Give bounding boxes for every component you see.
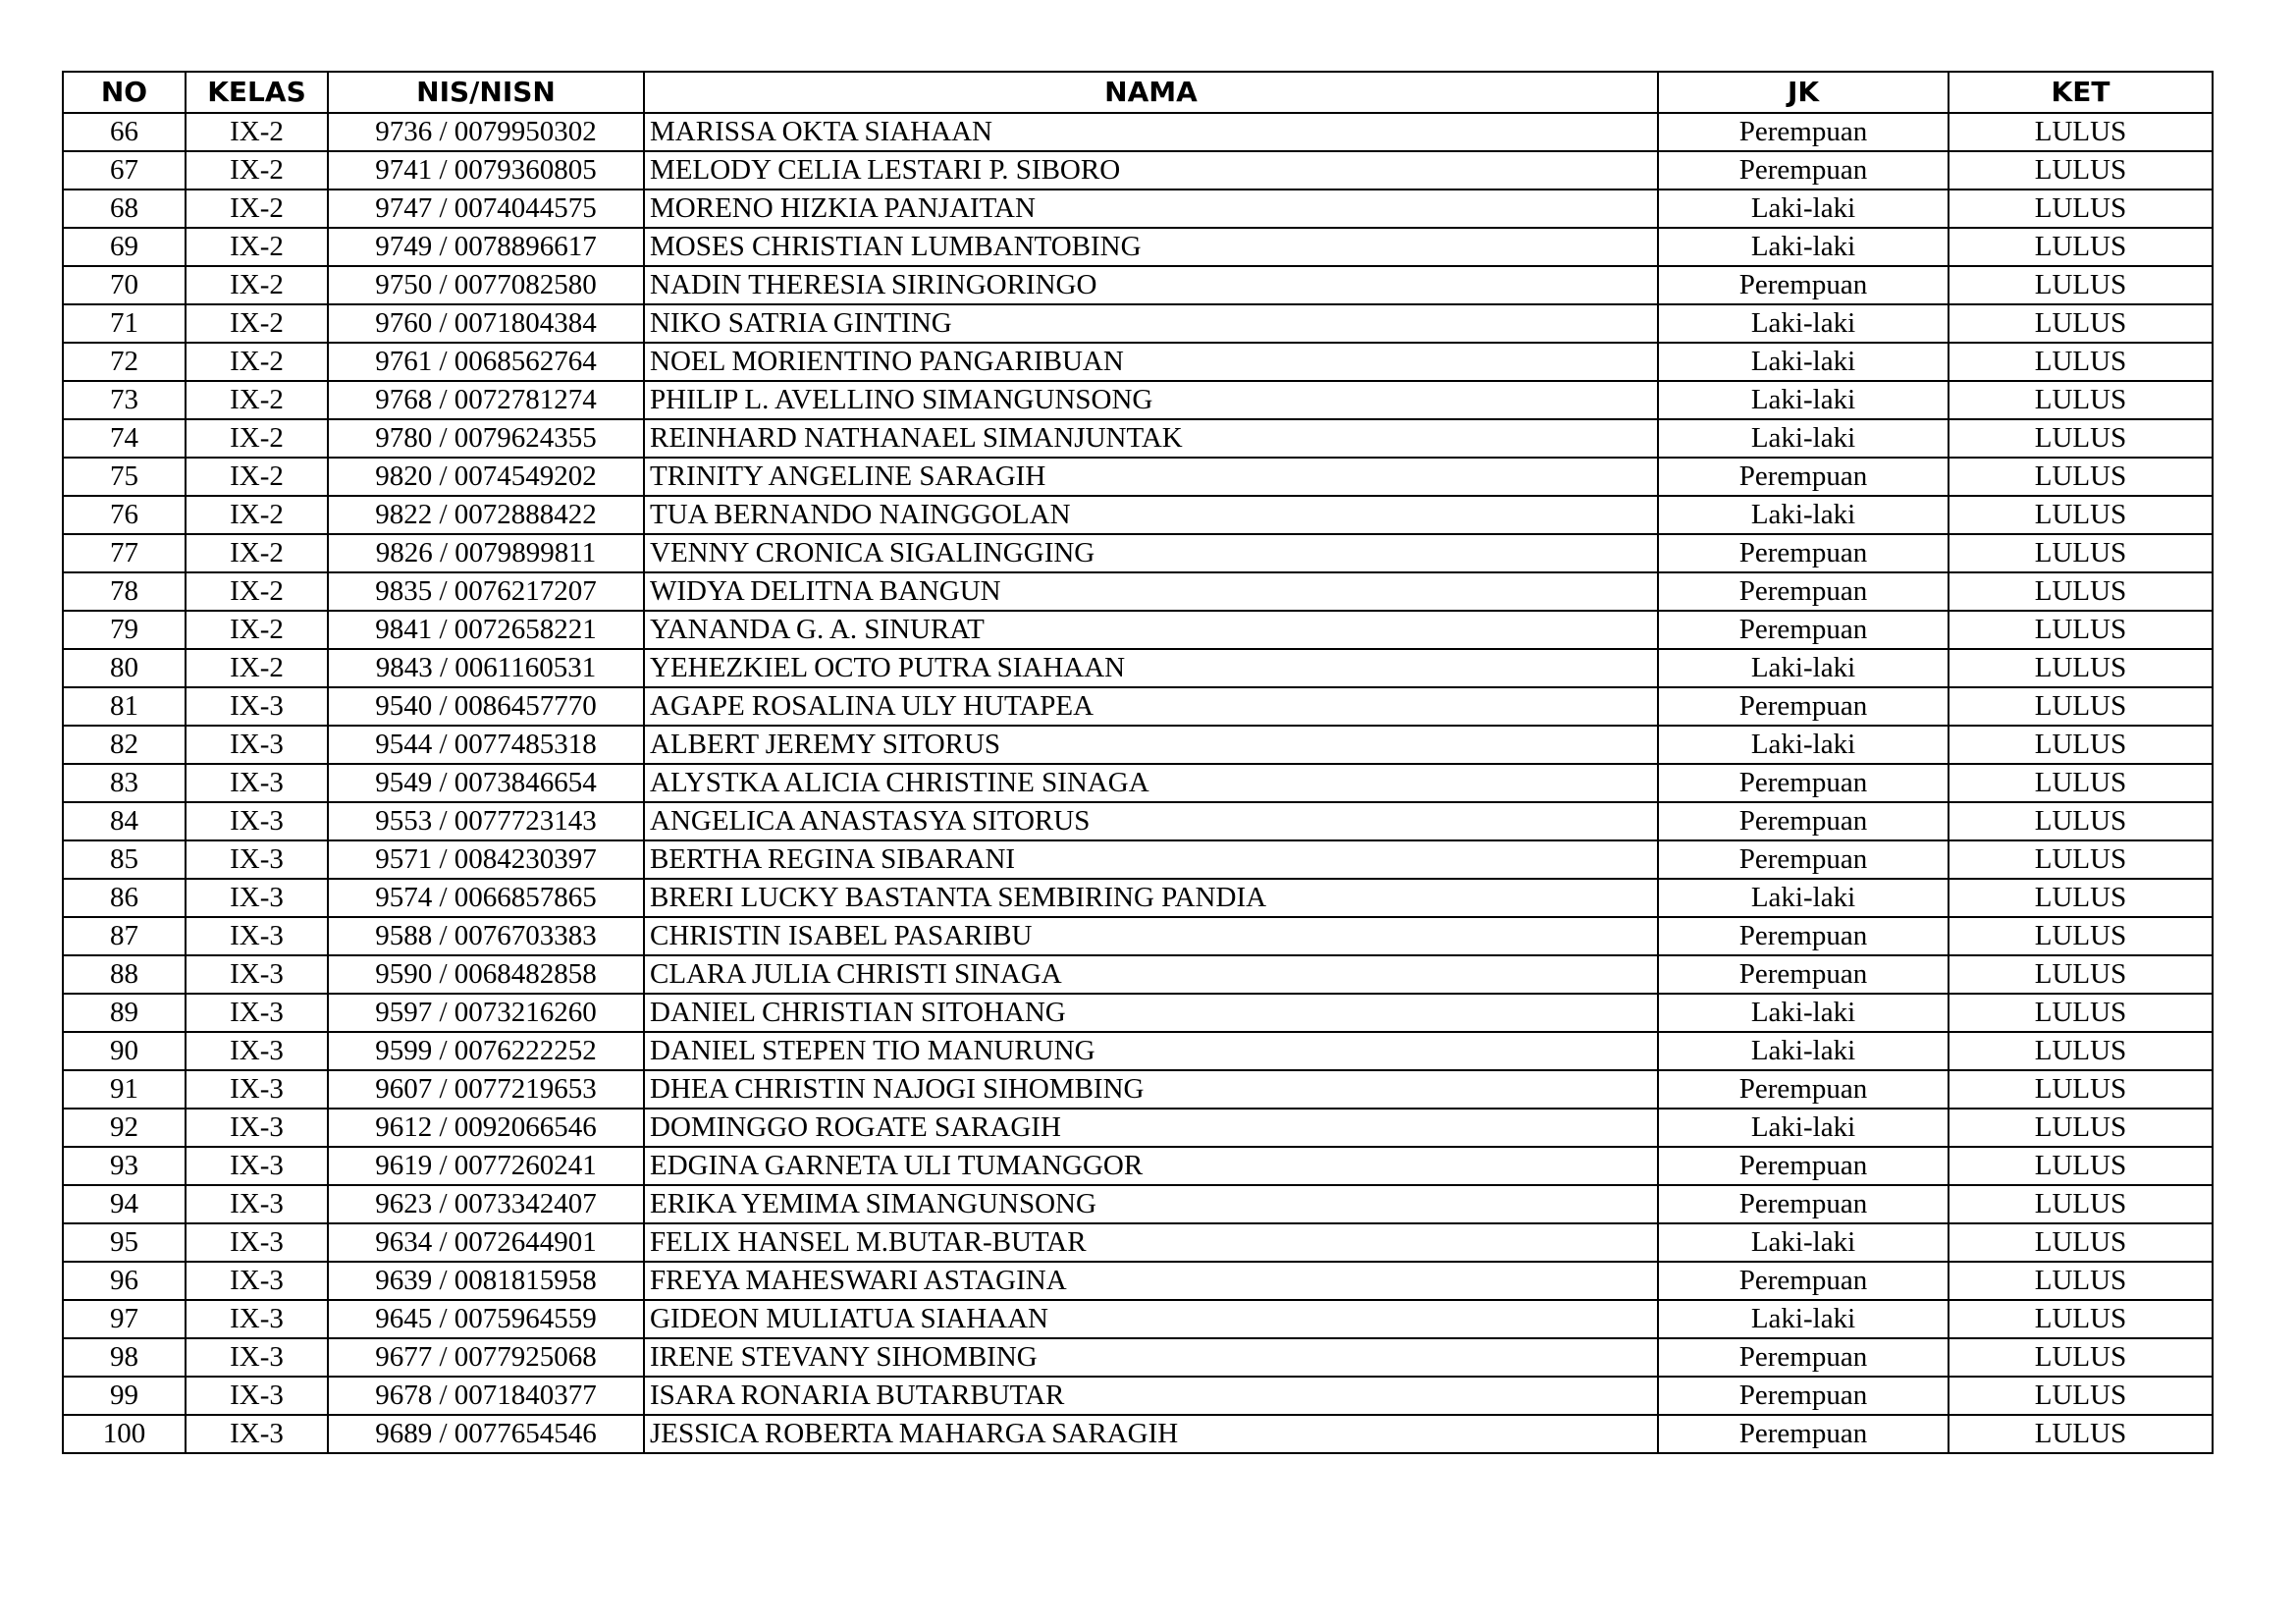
kelas-cell: IX-3: [186, 1415, 328, 1453]
jk-cell: Laki-laki: [1658, 304, 1949, 343]
jk-cell: Perempuan: [1658, 1070, 1949, 1109]
no-cell: 68: [63, 189, 186, 228]
kelas-cell: IX-3: [186, 1377, 328, 1415]
kelas-cell: IX-2: [186, 419, 328, 458]
table-row: [63, 304, 2213, 343]
nama-cell: DANIEL CHRISTIAN SITOHANG: [644, 994, 1658, 1032]
jk-cell: Laki-laki: [1658, 649, 1949, 687]
nama-cell: CHRISTIN ISABEL PASARIBU: [644, 917, 1658, 955]
kelas-cell: IX-2: [186, 343, 328, 381]
nama-cell: NADIN THERESIA SIRINGORINGO: [644, 266, 1658, 304]
nama-cell: TUA BERNANDO NAINGGOLAN: [644, 496, 1658, 534]
nis-nisn-cell: 9768 / 0072781274: [328, 381, 644, 419]
no-cell: 99: [63, 1377, 186, 1415]
kelas-cell: IX-2: [186, 151, 328, 189]
nis-nisn-cell: 9612 / 0092066546: [328, 1109, 644, 1147]
no-cell: 93: [63, 1147, 186, 1185]
kelas-cell: IX-3: [186, 1032, 328, 1070]
table-row: [63, 1338, 2213, 1377]
ket-cell: LULUS: [1949, 343, 2213, 381]
ket-cell: LULUS: [1949, 764, 2213, 802]
kelas-cell: IX-3: [186, 1223, 328, 1262]
kelas-cell: IX-2: [186, 189, 328, 228]
kelas-cell: IX-3: [186, 955, 328, 994]
header-kelas: KELAS: [186, 72, 328, 113]
no-cell: 96: [63, 1262, 186, 1300]
table-row: [63, 879, 2213, 917]
table-row: [63, 266, 2213, 304]
jk-cell: Perempuan: [1658, 572, 1949, 611]
jk-cell: Perempuan: [1658, 917, 1949, 955]
jk-cell: Laki-laki: [1658, 726, 1949, 764]
nis-nisn-cell: 9599 / 0076222252: [328, 1032, 644, 1070]
jk-cell: Perempuan: [1658, 802, 1949, 840]
jk-cell: Perempuan: [1658, 1338, 1949, 1377]
nama-cell: JESSICA ROBERTA MAHARGA SARAGIH: [644, 1415, 1658, 1453]
header-ket: KET: [1949, 72, 2213, 113]
nis-nisn-cell: 9540 / 0086457770: [328, 687, 644, 726]
nama-cell: NIKO SATRIA GINTING: [644, 304, 1658, 343]
jk-cell: Perempuan: [1658, 840, 1949, 879]
nama-cell: FREYA MAHESWARI ASTAGINA: [644, 1262, 1658, 1300]
nis-nisn-cell: 9841 / 0072658221: [328, 611, 644, 649]
kelas-cell: IX-3: [186, 1147, 328, 1185]
table-row: [63, 228, 2213, 266]
table-row: [63, 764, 2213, 802]
no-cell: 86: [63, 879, 186, 917]
table-row: [63, 917, 2213, 955]
no-cell: 84: [63, 802, 186, 840]
ket-cell: LULUS: [1949, 802, 2213, 840]
no-cell: 82: [63, 726, 186, 764]
kelas-cell: IX-3: [186, 840, 328, 879]
nama-cell: CLARA JULIA CHRISTI SINAGA: [644, 955, 1658, 994]
no-cell: 100: [63, 1415, 186, 1453]
table-row: [63, 189, 2213, 228]
nis-nisn-cell: 9623 / 0073342407: [328, 1185, 644, 1223]
nis-nisn-cell: 9544 / 0077485318: [328, 726, 644, 764]
no-cell: 70: [63, 266, 186, 304]
ket-cell: LULUS: [1949, 1300, 2213, 1338]
jk-cell: Perempuan: [1658, 151, 1949, 189]
no-cell: 87: [63, 917, 186, 955]
jk-cell: Perempuan: [1658, 1147, 1949, 1185]
kelas-cell: IX-2: [186, 266, 328, 304]
jk-cell: Perempuan: [1658, 955, 1949, 994]
no-cell: 75: [63, 458, 186, 496]
table-row: [63, 1415, 2213, 1453]
nis-nisn-cell: 9588 / 0076703383: [328, 917, 644, 955]
kelas-cell: IX-2: [186, 611, 328, 649]
kelas-cell: IX-2: [186, 113, 328, 151]
no-cell: 95: [63, 1223, 186, 1262]
no-cell: 81: [63, 687, 186, 726]
table-row: [63, 955, 2213, 994]
table-row: [63, 496, 2213, 534]
table-row: [63, 1185, 2213, 1223]
jk-cell: Perempuan: [1658, 266, 1949, 304]
kelas-cell: IX-2: [186, 572, 328, 611]
kelas-cell: IX-3: [186, 917, 328, 955]
nis-nisn-cell: 9747 / 0074044575: [328, 189, 644, 228]
ket-cell: LULUS: [1949, 611, 2213, 649]
nama-cell: MELODY CELIA LESTARI P. SIBORO: [644, 151, 1658, 189]
nama-cell: TRINITY ANGELINE SARAGIH: [644, 458, 1658, 496]
nama-cell: WIDYA DELITNA BANGUN: [644, 572, 1658, 611]
table-header: [63, 72, 2213, 113]
table-row: [63, 1300, 2213, 1338]
header-nama: NAMA: [644, 72, 1658, 113]
ket-cell: LULUS: [1949, 1070, 2213, 1109]
kelas-cell: IX-3: [186, 1300, 328, 1338]
kelas-cell: IX-3: [186, 1185, 328, 1223]
ket-cell: LULUS: [1949, 419, 2213, 458]
nama-cell: EDGINA GARNETA ULI TUMANGGOR: [644, 1147, 1658, 1185]
jk-cell: Perempuan: [1658, 458, 1949, 496]
table-row: [63, 611, 2213, 649]
jk-cell: Laki-laki: [1658, 1032, 1949, 1070]
table-row: [63, 1377, 2213, 1415]
jk-cell: Laki-laki: [1658, 381, 1949, 419]
jk-cell: Laki-laki: [1658, 994, 1949, 1032]
ket-cell: LULUS: [1949, 304, 2213, 343]
table-row: [63, 572, 2213, 611]
table-row: [63, 1109, 2213, 1147]
kelas-cell: IX-3: [186, 1338, 328, 1377]
nama-cell: DOMINGGO ROGATE SARAGIH: [644, 1109, 1658, 1147]
table-row: [63, 1262, 2213, 1300]
no-cell: 76: [63, 496, 186, 534]
nama-cell: GIDEON MULIATUA SIAHAAN: [644, 1300, 1658, 1338]
no-cell: 73: [63, 381, 186, 419]
nis-nisn-cell: 9749 / 0078896617: [328, 228, 644, 266]
ket-cell: LULUS: [1949, 151, 2213, 189]
table-body: [63, 113, 2213, 1453]
kelas-cell: IX-2: [186, 458, 328, 496]
nama-cell: ANGELICA ANASTASYA SITORUS: [644, 802, 1658, 840]
no-cell: 92: [63, 1109, 186, 1147]
ket-cell: LULUS: [1949, 955, 2213, 994]
no-cell: 66: [63, 113, 186, 151]
table-row: [63, 113, 2213, 151]
ket-cell: LULUS: [1949, 840, 2213, 879]
ket-cell: LULUS: [1949, 1185, 2213, 1223]
nama-cell: MARISSA OKTA SIAHAAN: [644, 113, 1658, 151]
jk-cell: Laki-laki: [1658, 343, 1949, 381]
ket-cell: LULUS: [1949, 1262, 2213, 1300]
nis-nisn-cell: 9607 / 0077219653: [328, 1070, 644, 1109]
jk-cell: Perempuan: [1658, 1185, 1949, 1223]
jk-cell: Laki-laki: [1658, 1223, 1949, 1262]
nama-cell: DHEA CHRISTIN NAJOGI SIHOMBING: [644, 1070, 1658, 1109]
header-row: [63, 72, 2213, 113]
kelas-cell: IX-3: [186, 726, 328, 764]
no-cell: 89: [63, 994, 186, 1032]
nama-cell: REINHARD NATHANAEL SIMANJUNTAK: [644, 419, 1658, 458]
nis-nisn-cell: 9639 / 0081815958: [328, 1262, 644, 1300]
jk-cell: Perempuan: [1658, 687, 1949, 726]
kelas-cell: IX-3: [186, 879, 328, 917]
jk-cell: Perempuan: [1658, 1415, 1949, 1453]
nis-nisn-cell: 9549 / 0073846654: [328, 764, 644, 802]
nis-nisn-cell: 9750 / 0077082580: [328, 266, 644, 304]
kelas-cell: IX-2: [186, 381, 328, 419]
ket-cell: LULUS: [1949, 534, 2213, 572]
nis-nisn-cell: 9590 / 0068482858: [328, 955, 644, 994]
nama-cell: NOEL MORIENTINO PANGARIBUAN: [644, 343, 1658, 381]
nama-cell: ALYSTKA ALICIA CHRISTINE SINAGA: [644, 764, 1658, 802]
header-jk: JK: [1658, 72, 1949, 113]
table-row: [63, 840, 2213, 879]
table-row: [63, 458, 2213, 496]
nis-nisn-cell: 9820 / 0074549202: [328, 458, 644, 496]
nama-cell: FELIX HANSEL M.BUTAR-BUTAR: [644, 1223, 1658, 1262]
table-row: [63, 151, 2213, 189]
no-cell: 83: [63, 764, 186, 802]
ket-cell: LULUS: [1949, 572, 2213, 611]
student-graduation-table: [62, 71, 2214, 1454]
no-cell: 94: [63, 1185, 186, 1223]
no-cell: 98: [63, 1338, 186, 1377]
nama-cell: DANIEL STEPEN TIO MANURUNG: [644, 1032, 1658, 1070]
kelas-cell: IX-3: [186, 1262, 328, 1300]
nis-nisn-cell: 9689 / 0077654546: [328, 1415, 644, 1453]
ket-cell: LULUS: [1949, 189, 2213, 228]
nis-nisn-cell: 9826 / 0079899811: [328, 534, 644, 572]
jk-cell: Laki-laki: [1658, 879, 1949, 917]
nis-nisn-cell: 9645 / 0075964559: [328, 1300, 644, 1338]
nama-cell: IRENE STEVANY SIHOMBING: [644, 1338, 1658, 1377]
ket-cell: LULUS: [1949, 113, 2213, 151]
ket-cell: LULUS: [1949, 228, 2213, 266]
ket-cell: LULUS: [1949, 381, 2213, 419]
jk-cell: Perempuan: [1658, 113, 1949, 151]
nama-cell: YEHEZKIEL OCTO PUTRA SIAHAAN: [644, 649, 1658, 687]
kelas-cell: IX-3: [186, 1070, 328, 1109]
ket-cell: LULUS: [1949, 458, 2213, 496]
nama-cell: ERIKA YEMIMA SIMANGUNSONG: [644, 1185, 1658, 1223]
kelas-cell: IX-3: [186, 687, 328, 726]
nis-nisn-cell: 9619 / 0077260241: [328, 1147, 644, 1185]
nis-nisn-cell: 9677 / 0077925068: [328, 1338, 644, 1377]
nama-cell: BERTHA REGINA SIBARANI: [644, 840, 1658, 879]
table-row: [63, 994, 2213, 1032]
nis-nisn-cell: 9553 / 0077723143: [328, 802, 644, 840]
nis-nisn-cell: 9835 / 0076217207: [328, 572, 644, 611]
nama-cell: VENNY CRONICA SIGALINGGING: [644, 534, 1658, 572]
jk-cell: Laki-laki: [1658, 419, 1949, 458]
kelas-cell: IX-2: [186, 496, 328, 534]
jk-cell: Perempuan: [1658, 1377, 1949, 1415]
nis-nisn-cell: 9634 / 0072644901: [328, 1223, 644, 1262]
ket-cell: LULUS: [1949, 726, 2213, 764]
no-cell: 71: [63, 304, 186, 343]
jk-cell: Laki-laki: [1658, 1109, 1949, 1147]
nama-cell: MORENO HIZKIA PANJAITAN: [644, 189, 1658, 228]
jk-cell: Laki-laki: [1658, 496, 1949, 534]
table-row: [63, 381, 2213, 419]
nis-nisn-cell: 9761 / 0068562764: [328, 343, 644, 381]
jk-cell: Perempuan: [1658, 611, 1949, 649]
ket-cell: LULUS: [1949, 917, 2213, 955]
table-row: [63, 419, 2213, 458]
header-no: NO: [63, 72, 186, 113]
nis-nisn-cell: 9574 / 0066857865: [328, 879, 644, 917]
nama-cell: AGAPE ROSALINA ULY HUTAPEA: [644, 687, 1658, 726]
no-cell: 69: [63, 228, 186, 266]
kelas-cell: IX-2: [186, 649, 328, 687]
nama-cell: BRERI LUCKY BASTANTA SEMBIRING PANDIA: [644, 879, 1658, 917]
ket-cell: LULUS: [1949, 649, 2213, 687]
nis-nisn-cell: 9780 / 0079624355: [328, 419, 644, 458]
kelas-cell: IX-2: [186, 304, 328, 343]
no-cell: 72: [63, 343, 186, 381]
nama-cell: YANANDA G. A. SINURAT: [644, 611, 1658, 649]
ket-cell: LULUS: [1949, 1415, 2213, 1453]
jk-cell: Laki-laki: [1658, 189, 1949, 228]
jk-cell: Laki-laki: [1658, 228, 1949, 266]
nis-nisn-cell: 9822 / 0072888422: [328, 496, 644, 534]
ket-cell: LULUS: [1949, 1032, 2213, 1070]
table-row: [63, 1223, 2213, 1262]
kelas-cell: IX-3: [186, 764, 328, 802]
no-cell: 88: [63, 955, 186, 994]
jk-cell: Laki-laki: [1658, 1300, 1949, 1338]
table-row: [63, 687, 2213, 726]
no-cell: 91: [63, 1070, 186, 1109]
header-nis-nisn: NIS/NISN: [328, 72, 644, 113]
table-row: [63, 343, 2213, 381]
kelas-cell: IX-3: [186, 1109, 328, 1147]
jk-cell: Perempuan: [1658, 1262, 1949, 1300]
table-row: [63, 726, 2213, 764]
table-row: [63, 1147, 2213, 1185]
nis-nisn-cell: 9843 / 0061160531: [328, 649, 644, 687]
nama-cell: MOSES CHRISTIAN LUMBANTOBING: [644, 228, 1658, 266]
nama-cell: ISARA RONARIA BUTARBUTAR: [644, 1377, 1658, 1415]
no-cell: 77: [63, 534, 186, 572]
no-cell: 67: [63, 151, 186, 189]
no-cell: 97: [63, 1300, 186, 1338]
nis-nisn-cell: 9736 / 0079950302: [328, 113, 644, 151]
no-cell: 78: [63, 572, 186, 611]
no-cell: 80: [63, 649, 186, 687]
ket-cell: LULUS: [1949, 994, 2213, 1032]
jk-cell: Perempuan: [1658, 534, 1949, 572]
table-row: [63, 802, 2213, 840]
student-table-container: [62, 71, 2212, 1454]
no-cell: 74: [63, 419, 186, 458]
ket-cell: LULUS: [1949, 687, 2213, 726]
no-cell: 90: [63, 1032, 186, 1070]
ket-cell: LULUS: [1949, 879, 2213, 917]
ket-cell: LULUS: [1949, 496, 2213, 534]
ket-cell: LULUS: [1949, 1223, 2213, 1262]
table-row: [63, 1032, 2213, 1070]
ket-cell: LULUS: [1949, 1147, 2213, 1185]
ket-cell: LULUS: [1949, 266, 2213, 304]
nis-nisn-cell: 9741 / 0079360805: [328, 151, 644, 189]
table-row: [63, 649, 2213, 687]
nis-nisn-cell: 9760 / 0071804384: [328, 304, 644, 343]
nis-nisn-cell: 9678 / 0071840377: [328, 1377, 644, 1415]
table-row: [63, 1070, 2213, 1109]
nis-nisn-cell: 9597 / 0073216260: [328, 994, 644, 1032]
jk-cell: Perempuan: [1658, 764, 1949, 802]
nama-cell: PHILIP L. AVELLINO SIMANGUNSONG: [644, 381, 1658, 419]
kelas-cell: IX-3: [186, 994, 328, 1032]
ket-cell: LULUS: [1949, 1109, 2213, 1147]
nis-nisn-cell: 9571 / 0084230397: [328, 840, 644, 879]
kelas-cell: IX-3: [186, 802, 328, 840]
ket-cell: LULUS: [1949, 1338, 2213, 1377]
table-row: [63, 534, 2213, 572]
kelas-cell: IX-2: [186, 228, 328, 266]
no-cell: 85: [63, 840, 186, 879]
ket-cell: LULUS: [1949, 1377, 2213, 1415]
no-cell: 79: [63, 611, 186, 649]
nama-cell: ALBERT JEREMY SITORUS: [644, 726, 1658, 764]
kelas-cell: IX-2: [186, 534, 328, 572]
